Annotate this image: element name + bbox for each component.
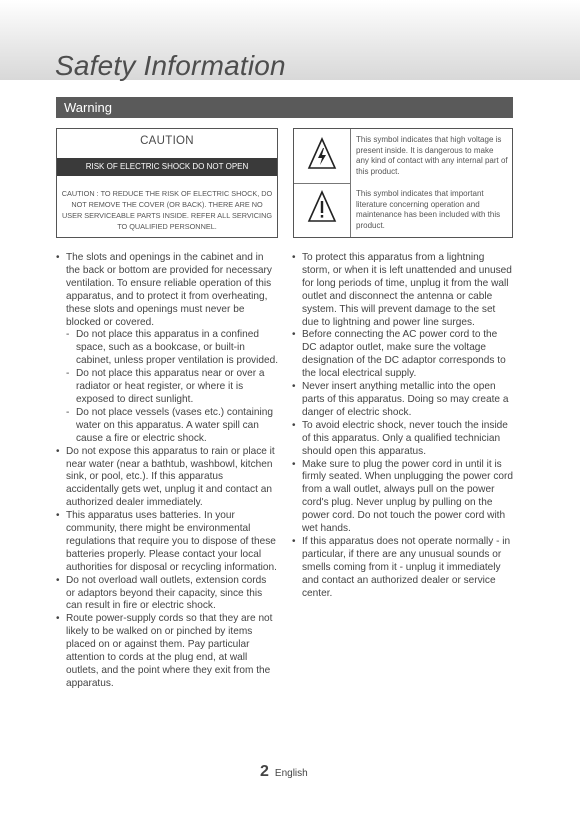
list-item: • Before connecting the AC power cord to the DC adaptor outlet, make sure the voltage designation of the DC adaptor corresponds to the local electrical supply. [292,329,514,381]
sub-list [66,329,278,445]
important-literature-symbol-text: This symbol indicates that important literature concerning operation and maintenance has been included with this product. [356,189,501,231]
sub-list-item: - Do not place this apparatus in a confined space, such as a bookcase, or built-in cabinet, unless proper ventilation is provided. [66,329,278,368]
page-footer [260,763,308,781]
page-number: 2 [260,763,269,780]
list-item: • To protect this apparatus from a lightning storm, or when it is left unattended and unused for long periods of time, unplug it from the wall outlet and disconnect the antenna or cable system. This will prevent damage to the set due to lightning and power line surges. [292,252,514,329]
list-item: • Never insert anything metallic into the open parts of this apparatus. Doing so may create a danger of electric shock. [292,381,514,420]
language-label: English [274,768,308,779]
caution-text: CAUTION : TO REDUCE THE RISK OF ELECTRIC SHOCK, DO NOT REMOVE THE COVER (OR BACK). THERE ARE NO USER SERVICEABLE PARTS INSIDE. REFER ALL SERVICING TO QUALIFIED PERSONNEL. [61,189,273,231]
list-item: • Do not overload wall outlets, extension cords or adaptors beyond their capacity, since this can result in fire or electric shock. [56,575,278,614]
high-voltage-symbol-text: This symbol indicates that high voltage is present inside. It is dangerous to make any kind of contact with any internal part of this product. [356,135,508,177]
symbol-icon-column [294,129,351,237]
list-item: • This apparatus uses batteries. In your community, there might be environmental regulations that require you to dispose of these batteries properly. Please contact your local authorities for disposal or recycling information. [56,510,278,575]
list-item: • To avoid electric shock, never touch the inside of this apparatus. Only a qualified technician should open this apparatus. [292,420,514,459]
section-heading: Warning [56,97,513,118]
sub-list-item: - Do not place vessels (vases etc.) containing water on this apparatus. A water spill can cause a fire or electric shock. [66,407,278,446]
right-column-list [292,252,514,600]
symbol-explanation-box [293,128,513,238]
list-item: • The slots and openings in the cabinet and in the back or bottom are provided for necessary ventilation. To ensure reliable operation of this apparatus, and to protect it from overheating, these slots and openings must never be blocked or covered. - Do not place this apparatus in a confined space, such as a bookcase, or built-in cabinet, unless proper ventilation is provided. - Do not place this apparatus near or over a radiator or heat register, or where it is exposed to direct sunlight. - Do not place vessels (vases etc.) containing water on this apparatus. A water spill can cause a fire or electric shock. [56,252,278,446]
caution-title: CAUTION [140,135,194,147]
list-item: • Do not expose this apparatus to rain or place it near water (near a bathtub, washbowl, kitchen sink, or pool, etc.). If this apparatus accidentally gets wet, unplug it and contact an authorized dealer immediately. [56,446,278,511]
sub-list-item: - Do not place this apparatus near or over a radiator or heat register, or where it is exposed to direct sunlight. [66,368,278,407]
list-item: • If this apparatus does not operate normally - in particular, if there are any unusual sounds or smells coming from it - unplug it immediately and contact an authorized dealer or service center. [292,536,514,601]
symbol-divider [294,183,350,184]
left-column-list [56,252,278,691]
lightning-triangle-icon [307,137,337,171]
exclamation-triangle-icon [307,190,337,224]
page-title: Safety Information [55,50,286,81]
caution-subtitle: RISK OF ELECTRIC SHOCK DO NOT OPEN [57,158,277,176]
caution-box [56,128,278,238]
list-item: • Route power-supply cords so that they are not likely to be walked on or pinched by items placed on or against them. Pay particular attention to cords at the plug end, at wall outlets, and the point where they exit from the apparatus. [56,613,278,690]
list-item: • Make sure to plug the power cord in until it is firmly seated. When unplugging the power cord from a wall outlet, always pull on the power cord's plug. Never unplug by pulling on the power cord. Do not touch the power cord with wet hands. [292,459,514,536]
